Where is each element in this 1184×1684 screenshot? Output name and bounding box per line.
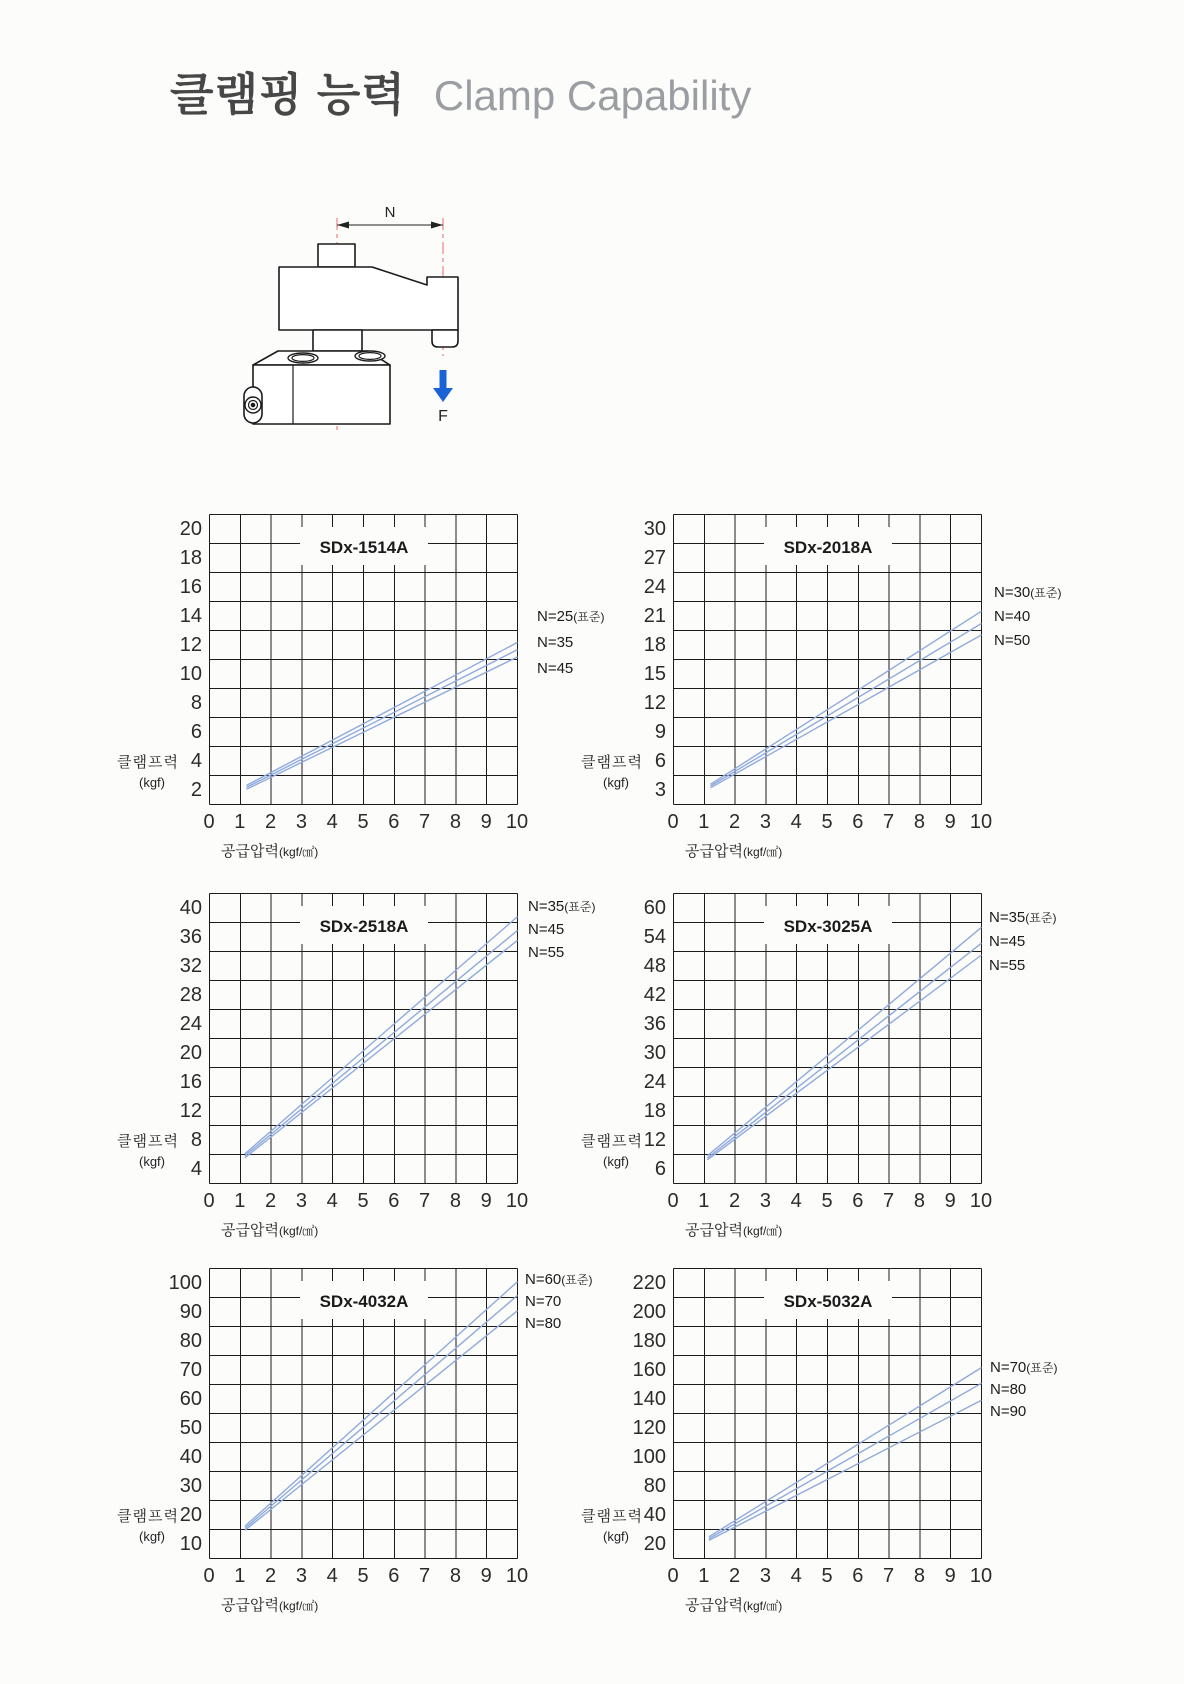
- x-tick: 2: [265, 811, 277, 833]
- y-axis-unit: (kgf): [603, 1529, 629, 1544]
- x-tick: 0: [667, 811, 679, 833]
- y-tick: 30: [643, 1041, 666, 1064]
- x-tick: 9: [944, 1565, 956, 1587]
- chart-title: SDx-1514A: [319, 538, 409, 557]
- x-tick: 8: [913, 1190, 925, 1212]
- x-axis-unit: (kgf/㎠): [742, 1224, 783, 1238]
- y-tick: 8: [190, 1128, 202, 1151]
- x-tick: 2: [265, 1190, 277, 1212]
- series-line-N=25: [247, 642, 518, 785]
- x-axis-unit: (kgf/㎠): [278, 1599, 319, 1613]
- y-tick: 60: [179, 1387, 202, 1410]
- y-tick: 180: [632, 1329, 666, 1352]
- legend-std-suffix: (표준): [1030, 586, 1062, 600]
- y-axis-label-text: 클램프력: [117, 1133, 179, 1150]
- legend-item-N=45: N=45: [537, 660, 574, 677]
- x-tick: 4: [326, 1190, 338, 1212]
- x-tick: 4: [326, 1565, 338, 1587]
- legend-item-N=70: N=70: [525, 1293, 562, 1310]
- x-tick: 6: [388, 811, 400, 833]
- y-tick: 14: [179, 604, 202, 627]
- series-line-N=45: [245, 930, 518, 1155]
- x-tick: 5: [357, 1190, 369, 1212]
- x-tick: 10: [505, 811, 529, 833]
- port-center: [252, 404, 255, 407]
- mount-hole-left-inner: [292, 355, 314, 362]
- series-line-N=70: [245, 1295, 518, 1528]
- x-tick: 6: [388, 1190, 400, 1212]
- y-axis-label-text: 클램프력: [581, 1508, 643, 1525]
- x-tick: 4: [790, 811, 802, 833]
- y-tick: 80: [643, 1474, 666, 1497]
- y-tick: 16: [179, 1070, 202, 1093]
- page-title-korean: 클램핑 능력: [170, 69, 406, 120]
- x-tick: 5: [357, 1565, 369, 1587]
- y-tick: 27: [643, 546, 666, 569]
- y-tick: 10: [179, 662, 202, 685]
- x-tick: 0: [667, 1565, 679, 1587]
- x-tick: 7: [883, 811, 895, 833]
- x-tick: 1: [234, 1190, 246, 1212]
- x-tick: 3: [295, 1190, 307, 1212]
- y-tick: 60: [643, 896, 666, 919]
- x-tick: 2: [729, 1190, 741, 1212]
- x-tick: 10: [505, 1565, 529, 1587]
- legend-item-N=35: N=35: [537, 634, 574, 651]
- y-tick: 18: [179, 546, 202, 569]
- x-tick: 3: [295, 1565, 307, 1587]
- page-title: [170, 58, 751, 123]
- clamp-outline: [244, 244, 458, 424]
- x-tick: 1: [234, 1565, 246, 1587]
- bolt-head: [318, 244, 355, 267]
- y-tick: 50: [179, 1416, 202, 1439]
- legend-item-N=30: N=30(표준): [994, 584, 1062, 601]
- legend-item-N=25: N=25(표준): [537, 608, 605, 625]
- y-tick: 32: [179, 954, 202, 977]
- dim-arrow-left: [337, 222, 349, 229]
- chart-plot-SDx-2018A: [673, 514, 982, 805]
- chart-plot-SDx-4032A: [209, 1268, 518, 1559]
- y-tick: 20: [179, 1503, 202, 1526]
- x-tick: 0: [667, 1190, 679, 1212]
- y-tick: 28: [179, 983, 202, 1006]
- y-tick: 6: [654, 749, 666, 772]
- y-axis-label-text: 클램프력: [117, 1508, 179, 1525]
- chart-title: SDx-4032A: [319, 1292, 409, 1311]
- pusher-bolt: [432, 330, 458, 347]
- force-label-f: F: [438, 408, 448, 425]
- legend-std-suffix: (표준): [1025, 911, 1057, 925]
- dim-arrow-right: [431, 222, 443, 229]
- series-line-N=45: [247, 657, 518, 789]
- legend-std-suffix: (표준): [561, 1273, 593, 1287]
- y-tick: 18: [643, 1099, 666, 1122]
- chart-plot-SDx-5032A: [673, 1268, 982, 1559]
- x-axis-unit: (kgf/㎠): [278, 1224, 319, 1238]
- y-tick: 70: [179, 1358, 202, 1381]
- y-tick: 12: [179, 1099, 202, 1122]
- legend-item-N=40: N=40: [994, 608, 1031, 625]
- y-tick: 20: [643, 1532, 666, 1555]
- y-axis-unit: (kgf): [139, 1529, 165, 1544]
- x-axis-label: 공급압력(kgf/㎠): [685, 1222, 783, 1239]
- legend-std-suffix: (표준): [1026, 1361, 1058, 1375]
- series-line-N=70: [709, 1368, 982, 1537]
- x-tick: 3: [295, 811, 307, 833]
- legend-item-N=90: N=90: [990, 1403, 1027, 1420]
- x-axis-label: 공급압력(kgf/㎠): [221, 1597, 319, 1614]
- series-line-N=40: [711, 624, 982, 787]
- y-tick: 36: [643, 1012, 666, 1035]
- x-tick: 7: [883, 1190, 895, 1212]
- x-tick: 6: [852, 1565, 864, 1587]
- x-axis-unit: (kgf/㎠): [742, 845, 783, 859]
- body-front: [253, 365, 390, 424]
- y-axis-label-text: 클램프력: [117, 754, 179, 771]
- legend-item-N=45: N=45: [989, 933, 1026, 950]
- x-tick: 8: [449, 811, 461, 833]
- y-tick: 12: [179, 633, 202, 656]
- series-line-N=30: [711, 611, 982, 784]
- x-tick: 2: [729, 1565, 741, 1587]
- y-tick: 80: [179, 1329, 202, 1352]
- legend-item-N=50: N=50: [994, 632, 1031, 649]
- y-tick: 4: [190, 749, 202, 772]
- y-tick: 36: [179, 925, 202, 948]
- y-tick: 15: [643, 662, 666, 685]
- y-tick: 100: [632, 1445, 666, 1468]
- x-tick: 9: [944, 811, 956, 833]
- legend-item-N=45: N=45: [528, 921, 565, 938]
- y-axis-label: [83, 752, 179, 792]
- x-tick: 5: [821, 1190, 833, 1212]
- legend-item-N=80: N=80: [525, 1315, 562, 1332]
- mount-hole-right-inner: [359, 353, 381, 360]
- y-tick: 4: [190, 1157, 202, 1180]
- x-tick: 6: [852, 1190, 864, 1212]
- x-tick: 4: [790, 1190, 802, 1212]
- legend-item-N=60: N=60(표준): [525, 1271, 593, 1288]
- series-line-N=55: [707, 955, 981, 1160]
- y-tick: 54: [643, 925, 666, 948]
- y-tick: 18: [643, 633, 666, 656]
- series-line-N=50: [711, 635, 982, 788]
- y-axis-label: [547, 1506, 643, 1546]
- y-tick: 100: [168, 1271, 202, 1294]
- y-tick: 30: [643, 517, 666, 540]
- y-tick: 24: [643, 575, 666, 598]
- series-line-N=35: [707, 927, 981, 1156]
- x-tick: 8: [449, 1190, 461, 1212]
- page-title-english: Clamp Capability: [433, 72, 752, 119]
- y-axis-unit: (kgf): [139, 1154, 165, 1169]
- y-tick: 160: [632, 1358, 666, 1381]
- x-tick: 1: [698, 811, 710, 833]
- x-tick: 1: [234, 811, 246, 833]
- x-axis-label: 공급압력(kgf/㎠): [221, 843, 319, 860]
- y-tick: 8: [190, 691, 202, 714]
- y-axis-unit: (kgf): [603, 1154, 629, 1169]
- legend-item-N=80: N=80: [990, 1381, 1027, 1398]
- x-tick: 8: [913, 811, 925, 833]
- x-tick: 0: [203, 811, 215, 833]
- legend-item-N=55: N=55: [528, 944, 565, 961]
- y-tick: 24: [643, 1070, 666, 1093]
- x-tick: 1: [698, 1190, 710, 1212]
- y-tick: 6: [654, 1157, 666, 1180]
- y-axis-label: [547, 1131, 643, 1171]
- x-tick: 2: [265, 1565, 277, 1587]
- x-tick: 3: [759, 1190, 771, 1212]
- legend-std-suffix: (표준): [564, 900, 596, 914]
- y-tick: 16: [179, 575, 202, 598]
- y-tick: 90: [179, 1300, 202, 1323]
- x-axis-unit: (kgf/㎠): [278, 845, 319, 859]
- legend-std-suffix: (표준): [573, 610, 605, 624]
- x-tick: 9: [480, 811, 492, 833]
- x-tick: 8: [913, 1565, 925, 1587]
- x-axis-label: 공급압력(kgf/㎠): [685, 843, 783, 860]
- x-tick: 0: [203, 1190, 215, 1212]
- x-tick: 7: [419, 1190, 431, 1212]
- force-arrow: [433, 370, 453, 425]
- series-line-N=35: [247, 650, 518, 788]
- series-line-N=90: [709, 1400, 982, 1540]
- dimension-n: [337, 204, 443, 229]
- y-tick: 20: [179, 517, 202, 540]
- x-tick: 4: [790, 1565, 802, 1587]
- x-tick: 9: [480, 1190, 492, 1212]
- y-tick: 30: [179, 1474, 202, 1497]
- y-axis-label: [547, 752, 643, 792]
- x-tick: 6: [852, 811, 864, 833]
- x-axis-unit: (kgf/㎠): [742, 1599, 783, 1613]
- legend-item-N=35: N=35(표준): [528, 898, 596, 915]
- y-tick: 3: [654, 778, 666, 801]
- x-tick: 5: [357, 811, 369, 833]
- x-tick: 7: [419, 811, 431, 833]
- y-axis-label-text: 클램프력: [581, 1133, 643, 1150]
- y-tick: 42: [643, 983, 666, 1006]
- clamp-arm: [279, 267, 458, 330]
- legend-item-N=35: N=35(표준): [989, 909, 1057, 926]
- y-tick: 40: [643, 1503, 666, 1526]
- y-tick: 10: [179, 1532, 202, 1555]
- y-tick: 48: [643, 954, 666, 977]
- y-tick: 12: [643, 1128, 666, 1151]
- y-axis-unit: (kgf): [603, 775, 629, 790]
- y-tick: 2: [190, 778, 202, 801]
- x-tick: 10: [969, 811, 993, 833]
- x-axis-label: 공급압력(kgf/㎠): [221, 1222, 319, 1239]
- x-tick: 10: [969, 1565, 993, 1587]
- stem: [313, 330, 362, 351]
- x-tick: 0: [203, 1565, 215, 1587]
- chart-title: SDx-2018A: [783, 538, 873, 557]
- legend-item-N=55: N=55: [989, 957, 1026, 974]
- x-tick: 3: [759, 1565, 771, 1587]
- chart-title: SDx-2518A: [319, 917, 409, 936]
- y-tick: 200: [632, 1300, 666, 1323]
- y-axis-label: [83, 1131, 179, 1171]
- x-tick: 3: [759, 811, 771, 833]
- y-axis-label: [83, 1506, 179, 1546]
- chart-plot-SDx-2518A: [209, 893, 518, 1184]
- x-tick: 9: [480, 1565, 492, 1587]
- y-tick: 40: [179, 1445, 202, 1468]
- y-tick: 220: [632, 1271, 666, 1294]
- y-tick: 140: [632, 1387, 666, 1410]
- y-axis-unit: (kgf): [139, 775, 165, 790]
- chart-title: SDx-3025A: [783, 917, 873, 936]
- x-tick: 7: [883, 1565, 895, 1587]
- x-tick: 2: [729, 811, 741, 833]
- dim-label-n: N: [384, 204, 396, 221]
- y-tick: 40: [179, 896, 202, 919]
- y-tick: 6: [190, 720, 202, 743]
- x-tick: 10: [969, 1190, 993, 1212]
- x-tick: 10: [505, 1190, 529, 1212]
- chart-plot-SDx-3025A: [673, 893, 982, 1184]
- y-tick: 24: [179, 1012, 202, 1035]
- series-line-N=35: [245, 917, 518, 1154]
- legend-item-N=70: N=70(표준): [990, 1359, 1058, 1376]
- y-tick: 21: [643, 604, 666, 627]
- y-tick: 12: [643, 691, 666, 714]
- y-tick: 20: [179, 1041, 202, 1064]
- x-tick: 8: [449, 1565, 461, 1587]
- x-tick: 5: [821, 1565, 833, 1587]
- x-tick: 1: [698, 1565, 710, 1587]
- series-line-N=80: [245, 1311, 518, 1531]
- x-tick: 5: [821, 811, 833, 833]
- chart-plot-SDx-1514A: [209, 514, 518, 805]
- y-tick: 120: [632, 1416, 666, 1439]
- x-tick: 6: [388, 1565, 400, 1587]
- clamp-diagram: [218, 184, 480, 436]
- y-axis-label-text: 클램프력: [581, 754, 643, 771]
- chart-title: SDx-5032A: [783, 1292, 873, 1311]
- x-axis-label: 공급압력(kgf/㎠): [685, 1597, 783, 1614]
- x-tick: 4: [326, 811, 338, 833]
- x-tick: 9: [944, 1190, 956, 1212]
- y-tick: 9: [654, 720, 666, 743]
- series-line-N=80: [709, 1383, 982, 1538]
- x-tick: 7: [419, 1565, 431, 1587]
